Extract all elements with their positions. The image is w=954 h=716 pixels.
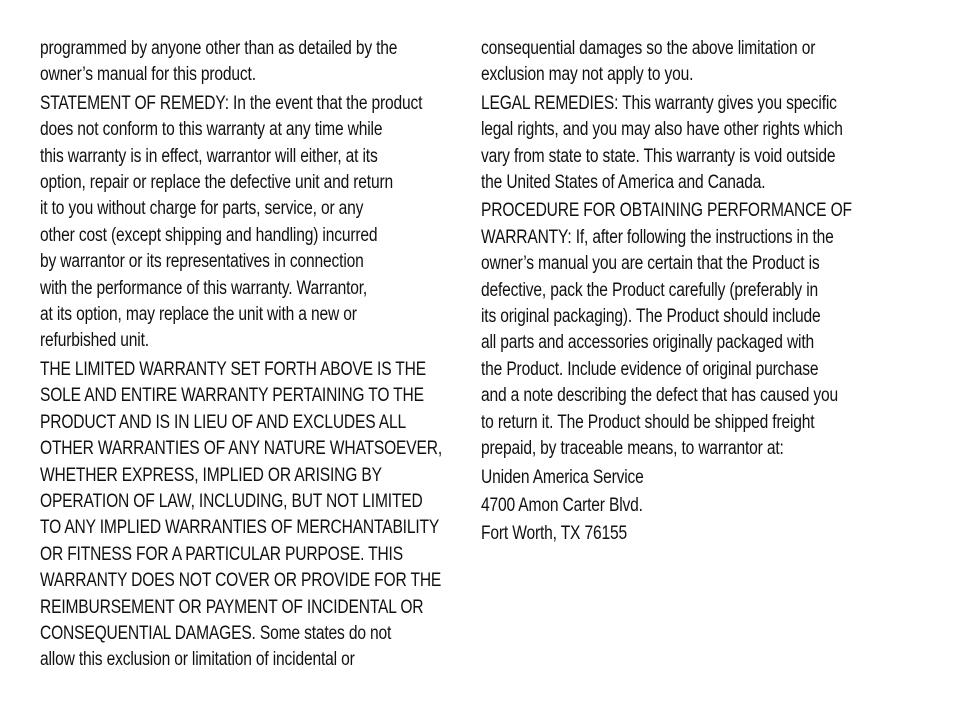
text-line: WARRANTY DOES NOT COVER OR PROVIDE FOR THE [40,570,442,592]
text-line: OTHER WARRANTIES OF ANY NATURE WHATSOEVER, [40,438,442,460]
text-line: it to you without charge for parts, service, or any [40,198,364,220]
paragraph-consequential-continuation [481,36,901,89]
text-line: option, repair or replace the defective unit and return [40,172,394,194]
text-line: consequential damages so the above limitation or [481,38,816,59]
text-line: does not conform to this warranty at any time while [40,119,383,141]
text-line: the Product. Include evidence of original purchase [481,358,819,380]
text-line: THE LIMITED WARRANTY SET FORTH ABOVE IS THE [40,358,426,380]
text-line: programmed by anyone other than as detailed by the [40,38,398,59]
text-line: OPERATION OF LAW, INCLUDING, BUT NOT LIMITED [40,490,423,512]
text-line: all parts and accessories originally packaged with [481,332,815,354]
text-line: owner’s manual you are certain that the Product is [481,253,820,275]
text-line: with the performance of this warranty. Warrantor, [40,277,368,299]
text-line: by warrantor or its representatives in connection [40,251,364,273]
text-line: vary from state to state. This warranty is void outside [481,145,836,167]
text-line: WARRANTY: If, after following the instructions in the [481,226,834,248]
text-line: owner’s manual for this product. [40,64,256,86]
text-line: the United States of America and Canada. [481,172,766,194]
right-column [481,36,901,550]
text-line: TO ANY IMPLIED WARRANTIES OF MERCHANTABILITY [40,517,440,539]
text-line: defective, pack the Product carefully (preferably in [481,279,819,301]
text-line: OR FITNESS FOR A PARTICULAR PURPOSE. THIS [40,543,403,565]
paragraph-legal-remedies [481,91,901,197]
text-line: WHETHER EXPRESS, IMPLIED OR ARISING BY [40,464,382,486]
address-street [481,493,901,519]
address-city [481,521,901,547]
text-line: refurbished unit. [40,330,149,352]
text-line: and a note describing the defect that has caused you [481,385,838,407]
address-company [481,465,901,491]
text-line: Fort Worth, TX 76155 [481,523,627,545]
text-line: legal rights, and you may also have other rights which [481,119,843,141]
paragraph-procedure [481,198,901,462]
paragraph-tampering-continuation [40,36,460,89]
text-line: STATEMENT OF REMEDY: In the event that the product [40,92,423,114]
paragraph-statement-of-remedy [40,91,460,355]
text-line: 4700 Amon Carter Blvd. [481,494,643,516]
paragraph-limited-warranty [40,357,460,674]
text-line: SOLE AND ENTIRE WARRANTY PERTAINING TO THE [40,385,424,407]
text-line: prepaid, by traceable means, to warrantor at: [481,438,784,460]
text-line: at its option, may replace the unit with a new or [40,304,357,326]
text-line: this warranty is in effect, warrantor will either, at its [40,145,378,167]
text-line: allow this exclusion or limitation of incidental or [40,649,355,671]
text-line: REIMBURSEMENT OR PAYMENT OF INCIDENTAL OR [40,596,424,618]
text-line: other cost (except shipping and handling) incurred [40,224,378,246]
text-line: PRODUCT AND IS IN LIEU OF AND EXCLUDES ALL [40,411,406,433]
text-line: to return it. The Product should be shipped freight [481,411,815,433]
text-line: its original packaging). The Product should include [481,306,821,328]
text-line: LEGAL REMEDIES: This warranty gives you specific [481,92,837,114]
text-line: exclusion may not apply to you. [481,64,694,86]
left-column [40,36,460,676]
text-line: PROCEDURE FOR OBTAINING PERFORMANCE OF [481,200,852,222]
text-line: CONSEQUENTIAL DAMAGES. Some states do not [40,622,392,644]
text-line: Uniden America Service [481,466,644,488]
